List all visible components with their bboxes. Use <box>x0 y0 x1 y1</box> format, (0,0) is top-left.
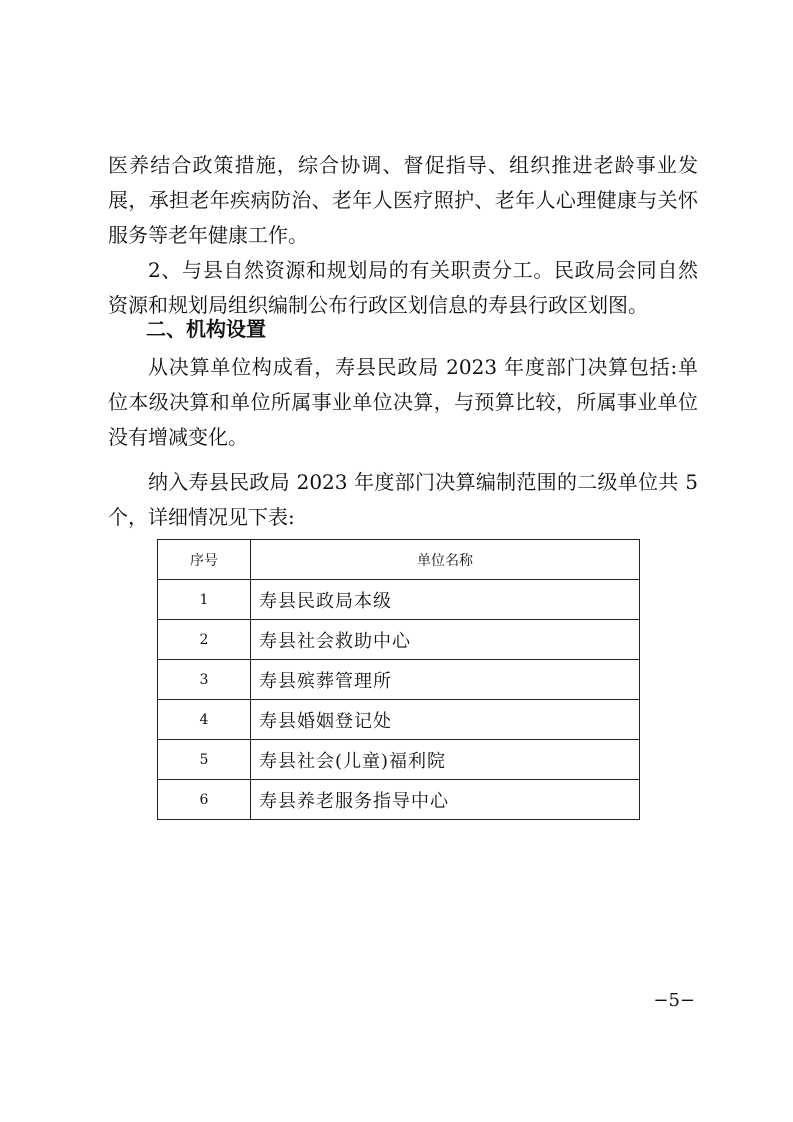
row-unit-name: 寿县养老服务指导中心 <box>251 780 640 820</box>
paragraph-unit-composition: 从决算单位构成看，寿县民政局 2023 年度部门决算包括:单位本级决算和单位所属事业单位决算，与预算比较，所属事业单位没有增减变化。 <box>108 355 698 449</box>
page-number: −5− <box>653 990 695 1011</box>
header-unit-name: 单位名称 <box>251 540 640 580</box>
table-row <box>158 740 640 780</box>
units-table <box>157 539 640 820</box>
row-index: 6 <box>158 780 251 820</box>
row-index: 5 <box>158 740 251 780</box>
row-unit-name: 寿县社会救助中心 <box>251 620 640 660</box>
paragraph-responsibility-division: 2、与县自然资源和规划局的有关职责分工。民政局会同自然资源和规划局组织编制公布行政区划信息的寿县行政区划图。 <box>108 258 698 317</box>
section-heading: 二、机构设置 <box>146 317 266 341</box>
paragraph-scope: 纳入寿县民政局 2023 年度部门决算编制范围的二级单位共 5 个，详细情况见下表: <box>108 470 698 529</box>
row-unit-name: 寿县民政局本级 <box>251 580 640 620</box>
header-index: 序号 <box>158 540 251 580</box>
row-index: 2 <box>158 620 251 660</box>
table-header-row <box>158 540 640 580</box>
row-index: 4 <box>158 700 251 740</box>
table-row <box>158 780 640 820</box>
table-row <box>158 660 640 700</box>
row-unit-name: 寿县殡葬管理所 <box>251 660 640 700</box>
row-index: 3 <box>158 660 251 700</box>
row-unit-name: 寿县婚姻登记处 <box>251 700 640 740</box>
table-row <box>158 700 640 740</box>
paragraph-continuation: 医养结合政策措施，综合协调、督促指导、组织推进老龄事业发展，承担老年疾病防治、老年人医疗照护、老年人心理健康与关怀服务等老年健康工作。 <box>108 153 698 247</box>
row-unit-name: 寿县社会(儿童)福利院 <box>251 740 640 780</box>
table-row <box>158 580 640 620</box>
row-index: 1 <box>158 580 251 620</box>
table-row <box>158 620 640 660</box>
